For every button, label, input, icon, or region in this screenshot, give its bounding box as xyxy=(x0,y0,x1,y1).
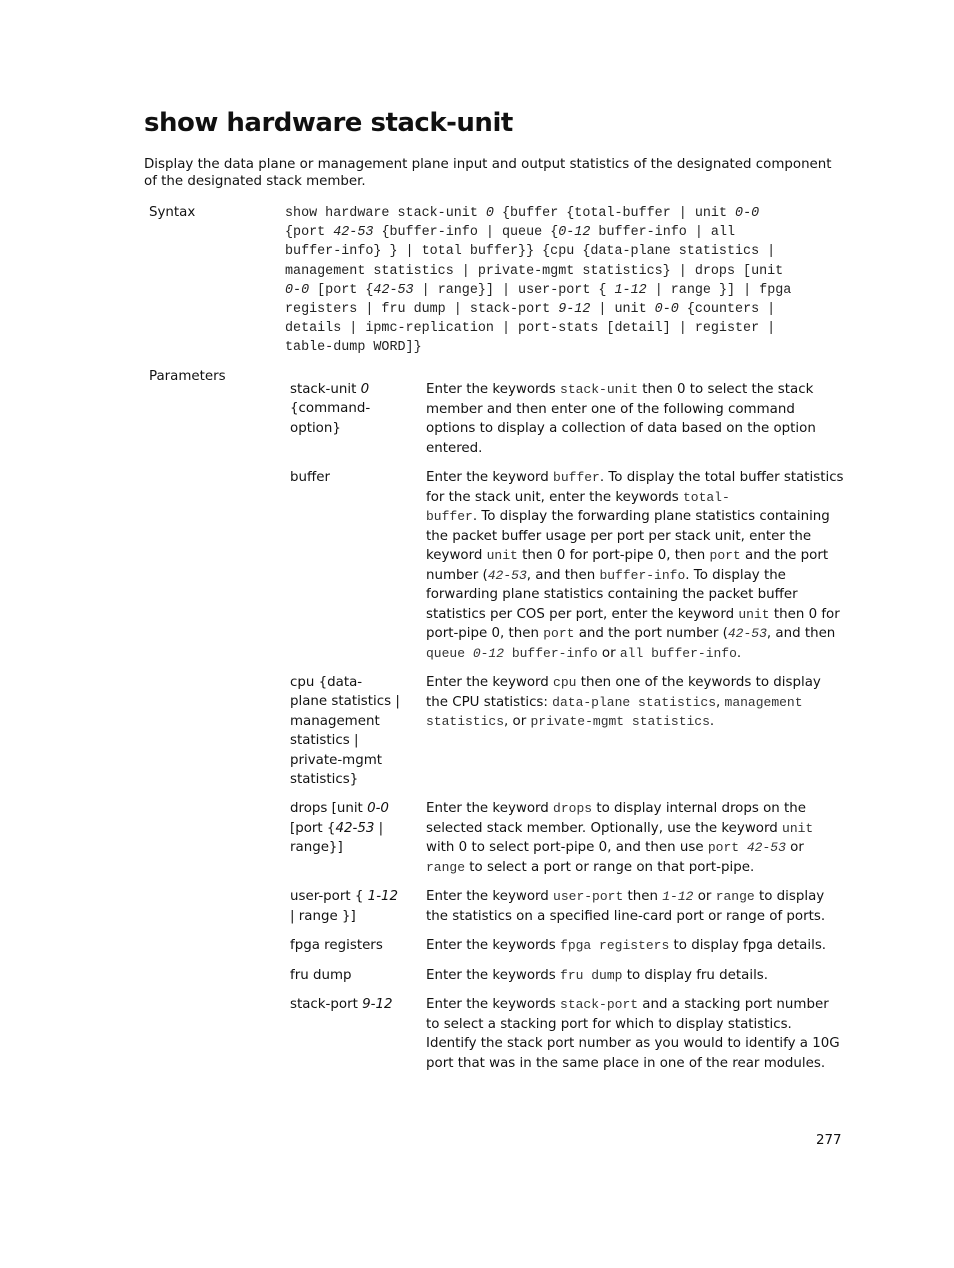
syntax-line: table-dump WORD]} xyxy=(285,340,422,356)
inline-code: management xyxy=(724,694,803,710)
page-number: 277 xyxy=(816,1133,842,1148)
intro-paragraph: Display the data plane or management plane input and output statistics of the designated component of the designated stack member. xyxy=(144,157,832,189)
italic-text: 0 xyxy=(360,382,370,397)
parameters-label: Parameters xyxy=(149,369,226,384)
italic-text: 42-53 xyxy=(373,282,414,298)
param-description: Enter the keyword buffer. To display the total buffer statistics for the stack unit, enter the keywords total- buffer. To display the forwarding plane statistics containing the packet buffer usage per port per stack unit, enter the keyword unit then 0 for port-pipe 0, then port and the port number (42-53, and then buffer-info. To display the forwarding plane statistics containing the packet buffer statistics per COS per port, enter the keyword unit then 0 for port-pipe 0, then port and the port number (42-53, and then queue 0-12 buffer-info or all buffer-info. xyxy=(426,470,844,661)
inline-code: stack-unit xyxy=(560,382,639,397)
italic-text: 0-0 xyxy=(654,302,679,318)
param-term: drops [unit 0-0 [port {42-53 | range}] xyxy=(290,801,389,856)
inline-code: buffer xyxy=(426,509,473,524)
inline-code: unit xyxy=(782,820,814,836)
param-description: Enter the keywords stack-unit then 0 to select the stack member and then enter one of the following command options to display a collection of data based on the option entered. xyxy=(426,382,816,456)
param-term: fpga registers xyxy=(290,938,383,954)
inline-code-italic: 1-12 xyxy=(662,889,694,905)
italic-text: 0-0 xyxy=(285,282,310,298)
inline-code: range xyxy=(426,859,466,875)
param-stack-port xyxy=(290,995,845,1073)
inline-code: port xyxy=(707,840,747,856)
syntax-line: details | ipmc-replication | port-stats [detail] | register | xyxy=(285,321,776,337)
param-user-port xyxy=(290,887,845,926)
param-term: stack-port 9-12 xyxy=(290,997,393,1013)
inline-code-italic: 0-12 xyxy=(472,645,505,661)
param-drops xyxy=(290,799,845,877)
inline-code-italic: 42-53 xyxy=(727,626,767,641)
inline-code: unit xyxy=(738,606,770,622)
param-description: Enter the keywords stack-port and a stacking port number to select a stacking port for which to display statistics. Identify the stack port number as you would to identify a 10G port that was in the same place in one of the rear modules. xyxy=(426,997,840,1071)
syntax-line: show hardware stack-unit 0 {buffer {total-buffer | unit 0-0 xyxy=(285,206,760,221)
inline-code: buffer-info xyxy=(599,567,686,583)
italic-text: 0-0 xyxy=(367,801,389,817)
inline-code: data-plane statistics xyxy=(552,694,716,710)
inline-code: fru dump xyxy=(560,967,623,983)
param-fru-dump xyxy=(290,966,845,986)
inline-code: port xyxy=(543,626,575,641)
inline-code: stack-port xyxy=(560,997,639,1013)
inline-code: range xyxy=(715,889,755,905)
param-description: Enter the keywords fru dump to display fru details. xyxy=(426,967,769,983)
syntax-line: registers | fru dump | stack-port 9-12 | unit 0-0 {counters | xyxy=(285,302,776,318)
inline-code: user-port xyxy=(553,889,624,905)
italic-text: 9-12 xyxy=(558,302,591,318)
param-term: buffer xyxy=(290,470,330,485)
param-description: Enter the keyword drops to display internal drops on the selected stack member. Optionally, use the keyword unit with 0 to select port-pipe 0, and then use port 42-53 or range to select a port or range on that port-pipe. xyxy=(426,801,814,875)
param-description: Enter the keywords fpga registers to display fpga details. xyxy=(426,938,827,954)
param-stack-unit xyxy=(290,380,845,458)
param-term: fru dump xyxy=(290,967,352,983)
param-cpu xyxy=(290,673,845,789)
inline-code: port xyxy=(709,548,741,563)
italic-text: 0-12 xyxy=(558,225,591,241)
param-buffer xyxy=(290,468,845,663)
syntax-line: management statistics | private-mgmt statistics} | drops [unit xyxy=(285,263,784,279)
inline-code: all buffer-info xyxy=(619,645,737,661)
italic-text: 1-12 xyxy=(367,889,399,905)
syntax-label: Syntax xyxy=(149,205,196,220)
inline-code-italic: 42-53 xyxy=(746,840,786,856)
page-title: show hardware stack-unit xyxy=(144,108,513,138)
inline-code-italic: 42-53 xyxy=(487,567,527,583)
inline-code: unit xyxy=(486,548,518,563)
syntax-line: buffer-info} } | total buffer}} {cpu {data-plane statistics | xyxy=(285,244,776,260)
inline-code: drops xyxy=(553,801,593,817)
param-description: Enter the keyword user-port then 1-12 or range to display the statistics on a specified line-card port or range of ports. xyxy=(426,889,826,924)
italic-text: 0 xyxy=(485,206,494,221)
inline-code: buffer-info xyxy=(504,645,598,661)
param-fpga-registers xyxy=(290,936,845,956)
inline-code: buffer xyxy=(553,470,600,485)
syntax-line: 0-0 [port {42-53 | range}] | user-port { 1-12 | range }] | fpga xyxy=(285,282,792,298)
parameters-table xyxy=(290,380,845,1083)
inline-code: private-mgmt statistics xyxy=(530,714,710,729)
italic-text: 42-53 xyxy=(335,820,375,836)
param-term: cpu {data- plane statistics | management statistics | private-mgmt statistics} xyxy=(290,675,400,788)
param-term: user-port { 1-12 | range }] xyxy=(290,889,399,924)
italic-text: 0-0 xyxy=(735,206,760,221)
syntax-block xyxy=(285,204,845,358)
inline-code: fpga registers xyxy=(560,938,670,954)
italic-text: 42-53 xyxy=(333,225,374,241)
inline-code: queue xyxy=(426,645,473,661)
param-term: stack-unit 0 {command- option} xyxy=(290,382,371,436)
inline-code: statistics xyxy=(426,714,505,729)
inline-code: total- xyxy=(682,489,730,505)
param-description: Enter the keyword cpu then one of the keywords to display the CPU statistics: data-plane statistics, management statistics, or private-mgmt statistics. xyxy=(426,675,821,729)
syntax-line: {port 42-53 {buffer-info | queue {0-12 buffer-info | all xyxy=(285,225,736,241)
italic-text: 1-12 xyxy=(614,282,647,298)
inline-code: cpu xyxy=(553,675,577,690)
italic-text: 9-12 xyxy=(362,997,393,1013)
